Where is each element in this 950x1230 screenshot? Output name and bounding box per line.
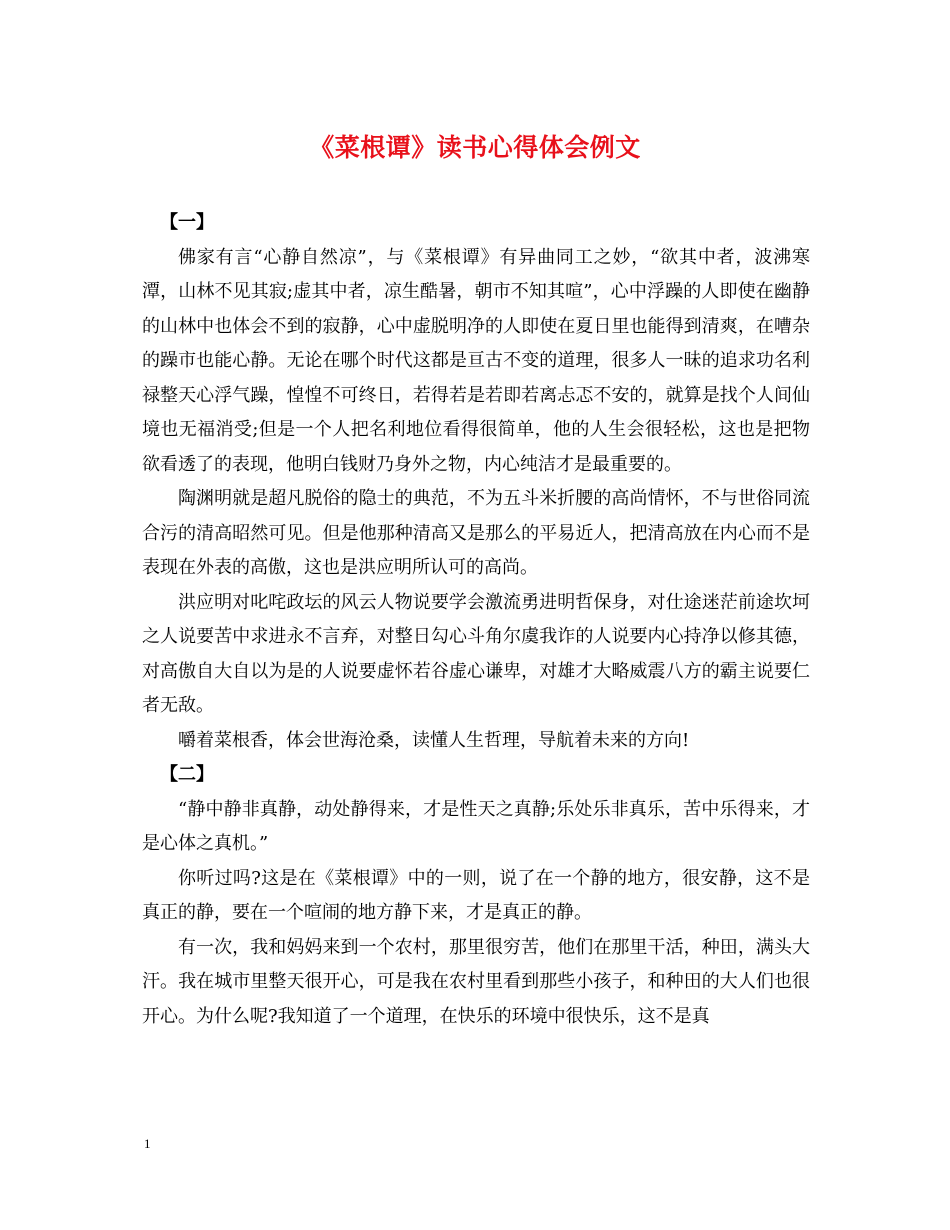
section-heading-2: 【二】 (160, 764, 214, 785)
paragraph: 有一次，我和妈妈来到一个农村，那里很穷苦，他们在那里干活，种田，满头大汗。我在城市里整天很开心，可是我在农村里看到那些小孩子，和种田的大人们也很开心。为什么呢?我知道了一个道理，在快乐的环境中很快乐，这不是真 (142, 936, 810, 1027)
paragraph: 嚼着菜根香，体会世海沧桑，读懂人生哲理，导航着未来的方向! (178, 729, 690, 751)
paragraph: 陶渊明就是超凡脱俗的隐士的典范，不为五斗米折腰的高尚情怀，不与世俗同流合污的清高昭然可见。但是他那种清高又是那么的平易近人，把清高放在内心而不是表现在外表的高傲，这也是洪应明所认可的高尚。 (142, 488, 810, 578)
paragraph: “静中静非真静，动处静得来，才是性天之真静;乐处乐非真乐，苦中乐得来，才是心体之真机。” (142, 798, 810, 854)
paragraph: 佛家有言“心静自然凉”，与《菜根谭》有异曲同工之妙，“欲其中者，波沸寒潭，山林不见其寂;虚其中者，凉生酷暑，朝市不知其喧”，心中浮躁的人即使在幽静的山林中也体会不到的寂静，心中虚脱明净的人即使在夏日里也能得到清爽，在嘈杂的躁市也能心静。无论在哪个时代这都是亘古不变的道理，很多人一昧的追求功名利禄整天心浮气躁，惶惶不可终日，若得若是若即若离忐忑不安的，就算是找个人间仙境也无福消受;但是一个人把名利地位看得很简单，他的人生会很轻松，这也是把物欲看透了的表现，他明白钱财乃身外之物，内心纯洁才是最重要的。 (142, 246, 810, 475)
paragraph: 你听过吗?这是在《菜根谭》中的一则，说了在一个静的地方，很安静，这不是真正的静，要在一个喧闹的地方静下来，才是真正的静。 (142, 867, 810, 923)
document-title: 《菜根谭》读书心得体会例文 (309, 133, 641, 162)
page-number: 1 (144, 1136, 151, 1151)
paragraph: 洪应明对叱咤政坛的风云人物说要学会激流勇进明哲保身，对仕途迷茫前途坎坷之人说要苦中求进永不言弃，对整日勾心斗角尔虞我诈的人说要内心持净以修其德，对高傲自大自以为是的人说要虚怀若谷虚心谦卑，对雄才大略威震八方的霸主说要仁者无敌。 (142, 591, 810, 716)
section-heading-1: 【一】 (160, 212, 214, 233)
document-body (142, 206, 810, 1034)
